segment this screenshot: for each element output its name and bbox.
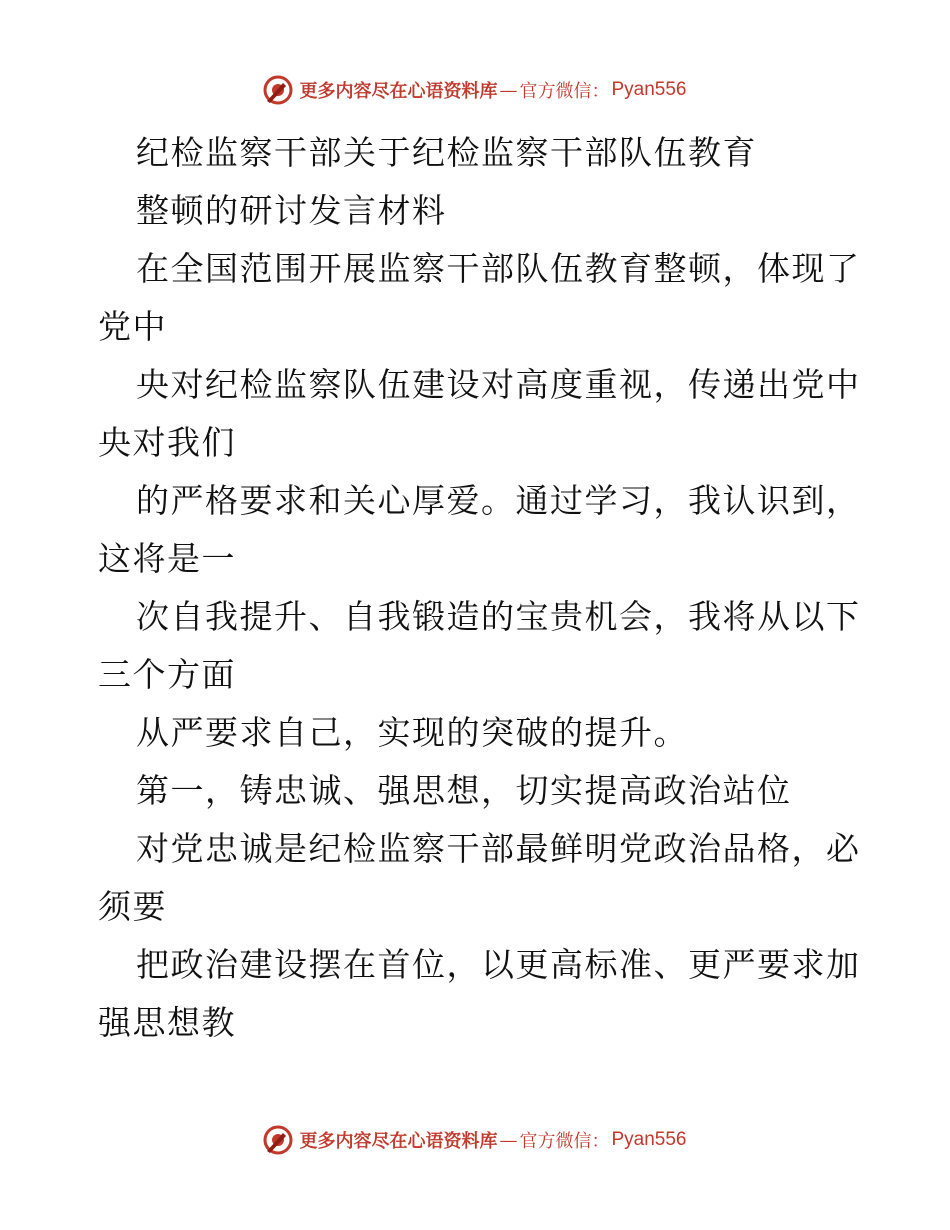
paragraph-line: 央对纪检监察队伍建设对高度重视，传递出党中 [136, 365, 861, 404]
pen-logo-icon [263, 1125, 293, 1155]
paragraph-line: 的严格要求和关心厚爱。通过学习，我认识到， [136, 481, 861, 520]
footer-banner [0, 1120, 950, 1160]
paragraph-line: 须要 [98, 887, 167, 926]
banner-main-text: 更多内容尽在心语资料库 [299, 81, 498, 102]
banner-sub-text: 官方微信： [519, 1131, 610, 1152]
banner-dash: — [499, 79, 518, 101]
banner-wechat-id: Pyan556 [611, 1129, 687, 1150]
section-heading: 第一，铸忠诚、强思想，切实提高政治站位 [136, 771, 792, 810]
paragraph-line: 从严要求自己，实现的突破的提升。 [136, 713, 688, 752]
title-line-2: 整顿的研讨发言材料 [136, 191, 447, 230]
header-banner [0, 70, 950, 110]
paragraph-line: 三个方面 [98, 655, 236, 694]
pen-logo-icon [263, 75, 293, 105]
paragraph-line: 强思想教 [98, 1003, 236, 1042]
paragraph-line: 对党忠诚是纪检监察干部最鲜明党政治品格，必 [136, 829, 861, 868]
paragraph-line: 这将是一 [98, 539, 236, 578]
title-line-1: 纪检监察干部关于纪检监察干部队伍教育 [136, 133, 757, 172]
banner-wechat-id: Pyan556 [611, 79, 687, 100]
paragraph-line: 次自我提升、自我锻造的宝贵机会，我将从以下 [136, 597, 861, 636]
banner-dash: — [499, 1129, 518, 1151]
paragraph-line: 把政治建设摆在首位，以更高标准、更严要求加 [136, 945, 861, 984]
paragraph-line: 央对我们 [98, 423, 236, 462]
banner-main-text: 更多内容尽在心语资料库 [299, 1131, 498, 1152]
paragraph-line: 在全国范围开展监察干部队伍教育整顿，体现了 [136, 249, 861, 288]
banner-sub-text: 官方微信： [519, 81, 610, 102]
document-body [98, 124, 861, 1052]
paragraph-line: 党中 [98, 307, 167, 346]
